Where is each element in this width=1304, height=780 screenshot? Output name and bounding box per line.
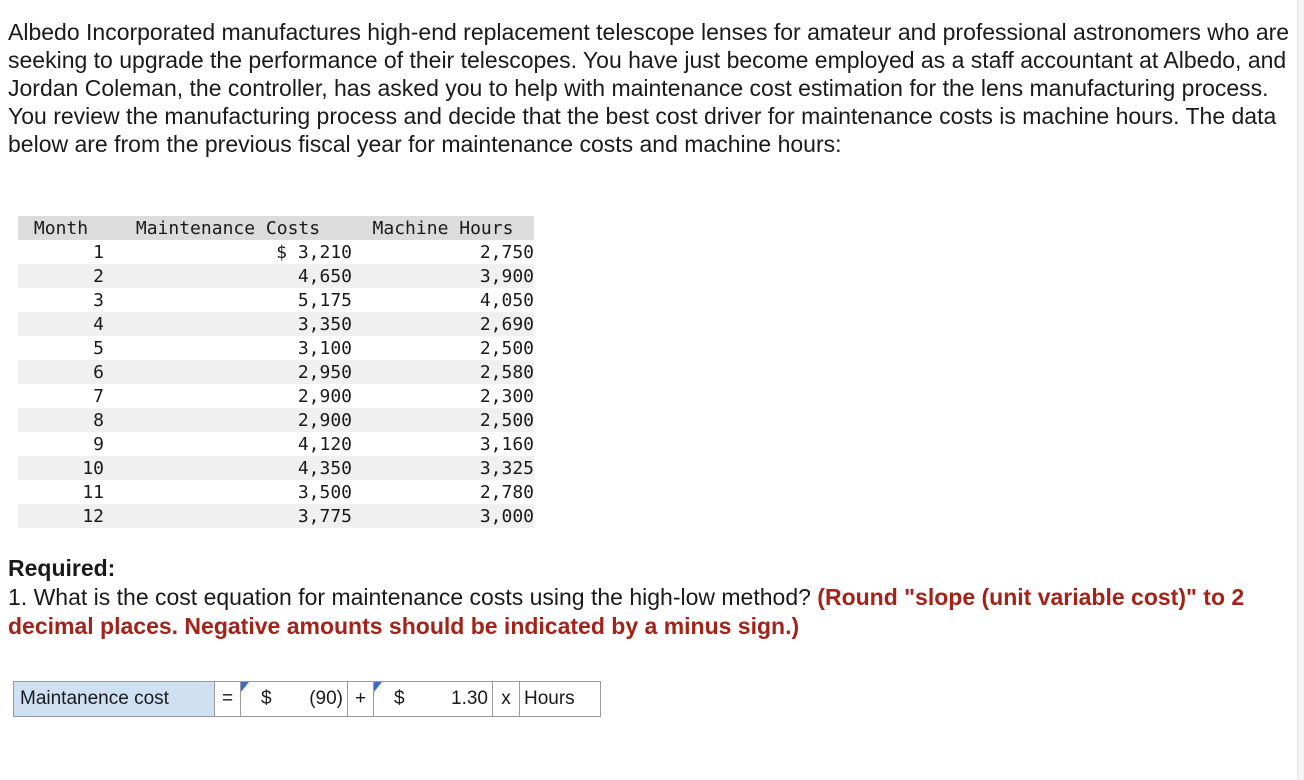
- maintenance-data-table: [18, 216, 534, 528]
- input-flag-icon: [374, 682, 382, 692]
- month-cell: 12: [18, 504, 104, 528]
- maintenance-cost-cell: $ 3,210: [276, 241, 352, 263]
- scrollbar[interactable]: [1297, 0, 1304, 780]
- machine-hours-cell: 2,690: [352, 312, 534, 336]
- currency-symbol: $: [261, 688, 272, 709]
- plus-sign: +: [348, 682, 374, 716]
- machine-hours-cell: 3,160: [479, 433, 534, 455]
- cost-equation: [13, 681, 601, 717]
- maintenance-cost-cell: 4,120: [297, 433, 352, 455]
- table-header-row: [18, 216, 534, 240]
- table-row: [18, 432, 534, 456]
- problem-intro: Albedo Incorporated manufactures high-end replacement telescope lenses for amateur and professional astronomers who are seeking to upgrade the performance of their telescopes. You have just become employed as a staff accountant at Albedo, and Jordan Coleman, the controller, has asked you to help with maintenance cost estimation for the lens manufacturing process. You review the manufacturing process and decide that the best cost driver for maintenance costs is machine hours. The data below are from the previous fiscal year for maintenance costs and machine hours:: [8, 19, 1290, 157]
- input-flag-icon: [241, 682, 249, 692]
- equation-label: Maintanence cost: [14, 682, 215, 716]
- maintenance-cost-cell: 4,650: [104, 264, 352, 288]
- fixed-cost-input[interactable]: [241, 682, 348, 716]
- month-cell: 5: [93, 337, 104, 359]
- machine-hours-cell: 2,500: [479, 337, 534, 359]
- required-question: 1. What is the cost equation for maintenance costs using the high-low method?: [8, 584, 811, 610]
- table-row: [18, 456, 534, 480]
- machine-hours-cell: 2,500: [352, 408, 534, 432]
- header-maintenance-costs: Maintenance Costs: [104, 216, 352, 240]
- header-month: Month: [18, 216, 104, 240]
- month-cell: 9: [93, 433, 104, 455]
- table-row: [18, 480, 534, 504]
- maintenance-cost-cell: 3,350: [104, 312, 352, 336]
- maintenance-cost-cell: 4,350: [104, 456, 352, 480]
- required-instruction: (Round "slope (unit variable cost)" to 2 decimal places. Negative amounts should be indicated by a minus sign.): [8, 584, 1245, 639]
- table-row: [18, 312, 534, 336]
- month-cell: 3: [93, 289, 104, 311]
- month-cell: 10: [18, 456, 104, 480]
- month-cell: 6: [18, 360, 104, 384]
- maintenance-cost-cell: 3,775: [104, 504, 352, 528]
- month-cell: 8: [18, 408, 104, 432]
- machine-hours-cell: 3,000: [352, 504, 534, 528]
- maintenance-cost-cell: 2,900: [297, 385, 352, 407]
- maintenance-cost-cell: 2,950: [104, 360, 352, 384]
- month-cell: 11: [82, 481, 104, 503]
- fixed-cost-value[interactable]: (90): [309, 688, 343, 709]
- machine-hours-cell: 2,580: [352, 360, 534, 384]
- table-row: [18, 288, 534, 312]
- table-row: [18, 360, 534, 384]
- header-machine-hours: Machine Hours: [352, 216, 534, 240]
- table-row: [18, 264, 534, 288]
- month-cell: 4: [18, 312, 104, 336]
- hours-label: Hours: [524, 688, 575, 709]
- required-section: [8, 554, 1298, 641]
- maintenance-cost-cell: 2,900: [104, 408, 352, 432]
- month-cell: 1: [93, 241, 104, 263]
- times-sign: x: [493, 682, 520, 716]
- machine-hours-cell: 2,780: [479, 481, 534, 503]
- table-row: [18, 384, 534, 408]
- month-cell: 7: [93, 385, 104, 407]
- machine-hours-cell: 3,325: [352, 456, 534, 480]
- machine-hours-cell: 4,050: [479, 289, 534, 311]
- currency-symbol: $: [394, 688, 405, 709]
- machine-hours-cell: 2,750: [479, 241, 534, 263]
- required-title: Required:: [8, 555, 116, 581]
- machine-hours-cell: 2,300: [479, 385, 534, 407]
- maintenance-cost-cell: 3,100: [297, 337, 352, 359]
- maintenance-cost-cell: 3,500: [297, 481, 352, 503]
- table-row: [18, 504, 534, 528]
- equals-sign: =: [215, 682, 241, 716]
- table-row: [18, 336, 534, 360]
- slope-input[interactable]: [374, 682, 493, 716]
- month-cell: 2: [18, 264, 104, 288]
- table-row: [18, 408, 534, 432]
- maintenance-cost-cell: 5,175: [297, 289, 352, 311]
- slope-value[interactable]: 1.30: [451, 688, 488, 709]
- table-row: [18, 240, 534, 264]
- machine-hours-cell: 3,900: [352, 264, 534, 288]
